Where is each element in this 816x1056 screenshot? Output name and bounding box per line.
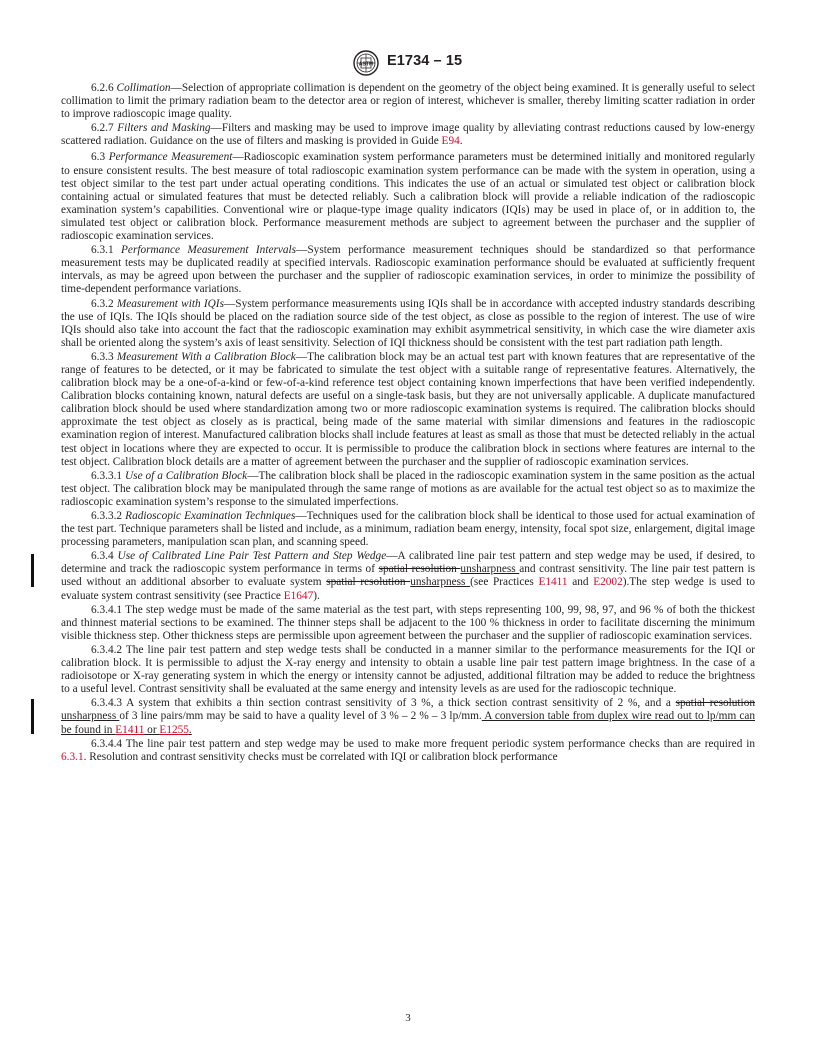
- section-6-2-7: 6.2.7 Filters and Masking—Filters and masking may be used to improve image quality by alleviating contrast reductions caused by low-energy scattered radiation. Guidance on the use of filters and masking is provided in Guide E94.: [61, 122, 756, 148]
- section-6-3-4-1: 6.3.4.1 The step wedge must be made of the same material as the test part, with steps representing 100, 99, 98, 97, and 96 % of both the thickest and thinnest material sections to be examined. The thinner steps shall be adjacent to the 100 % thickness in order to facilitate discerning the minimum visible thickness step. Other thickness steps are permissible upon agreement between the purchaser and the supplier of radioscopic examination services.: [61, 603, 755, 642]
- section-6-3-2: 6.3.2 Measurement with IQIs—System performance measurements using IQIs shall be in accordance with accepted industry standards describing the use of IQIs. The IQIs should be placed on the radiation source side of the test object, as close as possible to the region of interest. The use of wire IQIs should also take into account the fact that the radioscopic examination may exhibit asymmetrical sensitivity, in which case the wire diameter axis shall be oriented along the system’s axis of least sensitivity. Selection of IQI thickness should be consistent with the test part radiation path length.: [61, 297, 755, 349]
- inserted-text: A conversion table from duplex wire read out to lp/mm can be found in: [61, 710, 756, 736]
- change-bar: [31, 699, 34, 734]
- ref-link-e94[interactable]: E94: [441, 135, 460, 148]
- section-6-3-4-2: 6.3.4.2 The line pair test pattern and step wedge tests shall be conducted in a manner similar to the performance measurements for the IQI or calibration block. It is permissible to adjust the X-ray energy and intensity to obtain a usable line pair test pattern image brightness. In the case of a radioisotope or X-ray generating system in which the energy or intensity cannot be adjusted, additional filtration may be added to reduce the brightness to a useful level. Contrast sensitivity shall be evaluated at the same energy and intensity levels as are used for the radioscopic technique.: [61, 643, 755, 696]
- ref-link-e1255[interactable]: E1255: [159, 723, 189, 736]
- logo-text: ASTM: [358, 61, 374, 68]
- ref-link-6-3-1[interactable]: 6.3.1: [61, 750, 84, 763]
- section-title: Use of Calibrated Line Pair Test Pattern and Step Wedge: [117, 550, 387, 563]
- astm-logo-icon: [353, 50, 379, 76]
- change-bar: [31, 554, 34, 587]
- page-header: [0, 50, 816, 76]
- section-title: Collimation: [116, 82, 171, 94]
- ref-link-e2002[interactable]: E2002: [593, 576, 623, 589]
- document-body: [61, 82, 755, 765]
- ref-link-e1411[interactable]: E1411: [538, 576, 568, 589]
- section-6-3-3-2: 6.3.3.2 Radioscopic Examination Techniques—Techniques used for the calibration block shall be identical to those used for actual examination of the test part. Technique parameters shall be listed and include, as a minimum, radiation beam energy, intensity, focal spot size, enlargement, digital image processing parameters, manipulation scan plan, and scanning speed.: [61, 510, 756, 549]
- section-title: Measurement with IQIs: [116, 297, 224, 310]
- deleted-text: spatial resolution: [326, 576, 411, 589]
- section-title: Measurement With a Calibration Block: [116, 350, 296, 363]
- page-number: 3: [405, 1012, 411, 1024]
- section-6-3-4-3: 6.3.4.3 A system that exhibits a thin section contrast sensitivity of 3 %, a thick section contrast sensitivity of 2 %, and a spatial resolution unsharpness of 3 line pairs/mm may be said to have a quality level of 3 % – 2 % – 3 lp/mm. A conversion table from duplex wire read out to lp/mm can be found in E1411 or E1255.: [61, 697, 755, 736]
- inserted-text: .: [188, 723, 192, 736]
- section-6-2-6: 6.2.6 Collimation—Selection of appropriate collimation is dependent on the geometry of the object being examined. It is generally useful to select collimation to limit the primary radiation beam to the detector area or region of interest, whichever is smaller, thereby limiting scatter radiation in order to improve radioscopic image quality.: [61, 82, 755, 121]
- inserted-text: or: [144, 723, 160, 736]
- inserted-text: unsharpness: [61, 710, 120, 723]
- document-designation: E1734 – 15: [387, 53, 463, 69]
- section-title: Performance Measurement Intervals: [121, 244, 297, 257]
- section-title: Performance Measurement: [108, 151, 233, 164]
- section-6-3: 6.3 Performance Measurement—Radioscopic examination system performance parameters must be determined initially and monitored regularly to ensure consistent results. The best measure of total radioscopic examination system performance can be made with the system in operation, using a test object similar to the test part under actual operating conditions. This indicates the use of an actual or simulated test object or calibration block containing actual or simulated features that must be detected reliably. Such a calibration block will provide a reliable indication of the radioscopic examination system’s capabilities. Conventional wire or plaque-type image quality indicators (IQIs) may be used in place of, or in addition to, the simulated test object or calibration block. Performance measurement methods are subject to agreement between the purchaser and the supplier of radioscopic examination services.: [61, 151, 755, 243]
- section-6-3-4: 6.3.4 Use of Calibrated Line Pair Test Pattern and Step Wedge—A calibrated line pair test pattern and step wedge may be used, if desired, to determine and track the radioscopic system performance in terms of spatial resolution unsharpness and contrast sensitivity. The line pair test pattern is used without an additional absorber to evaluate system spatial resolution unsharpness (see Practices E1411 and E2002).The step wedge is used to evaluate system contrast sensitivity (see Practice E1647).: [61, 550, 755, 602]
- section-6-3-3-1: 6.3.3.1 Use of a Calibration Block—The calibration block shall be placed in the radioscopic examination system in the same position as the actual test object. The calibration block may be manipulated through the same range of motions as are available for the actual test object so as to maximize the radioscopic examination system’s response to the simulated imperfections.: [61, 469, 756, 508]
- deleted-text: spatial resolution: [675, 697, 755, 710]
- inserted-text: unsharpness: [410, 576, 471, 589]
- section-6-3-4-4: 6.3.4.4 The line pair test pattern and step wedge may be used to make more frequent periodic system performance checks than are required in 6.3.1. Resolution and contrast sensitivity checks must be correlated with IQI or calibration block performance: [61, 737, 756, 763]
- inserted-text: unsharpness: [460, 563, 520, 576]
- deleted-text: spatial resolution: [378, 563, 461, 576]
- section-title: Use of a Calibration Block: [125, 469, 248, 482]
- section-6-3-1: 6.3.1 Performance Measurement Intervals—System performance measurement techniques should be standardized so that performance measurement tests may be duplicated readily at specified intervals. Radioscopic examination performance should be evaluated at sufficiently frequent intervals, as may be agreed upon between the purchaser and the supplier of radioscopic examination services, in order to minimize the possibility of time-dependent performance variations.: [61, 244, 756, 296]
- section-title: Radioscopic Examination Techniques: [125, 510, 296, 522]
- ref-link-e1647[interactable]: E1647: [283, 589, 314, 602]
- section-title: Filters and Masking: [117, 122, 211, 135]
- ref-link-e1411[interactable]: E1411: [115, 723, 145, 736]
- section-6-3-3: 6.3.3 Measurement With a Calibration Block—The calibration block may be an actual test part with known features that are representative of the range of features to be detected, or it may be fabricated to simulate the test object with a suitable range of representative features. Alternatively, the calibration block may be a one-of-a-kind or few-of-a-kind reference test object containing known imperfections that have been verified independently. Calibration blocks containing known, natural defects are useful on a single-task basis, but they are not universally applicable. A duplicate manufactured calibration block should be used where standardization among two or more radioscopic examination systems is required. The calibration blocks should approximate the test object as closely as is practical, being made of the same material with similar dimensions and features in the radioscopic examination region of interest. Manufactured calibration blocks shall include features at least as small as those that must be detected reliably in the actual test object in locations where they are expected to occur. It is permissible to produce the calibration block in sections where features are internal to the test object. Calibration block details are a matter of agreement between the purchaser and the supplier of radioscopic examination services.: [61, 350, 756, 468]
